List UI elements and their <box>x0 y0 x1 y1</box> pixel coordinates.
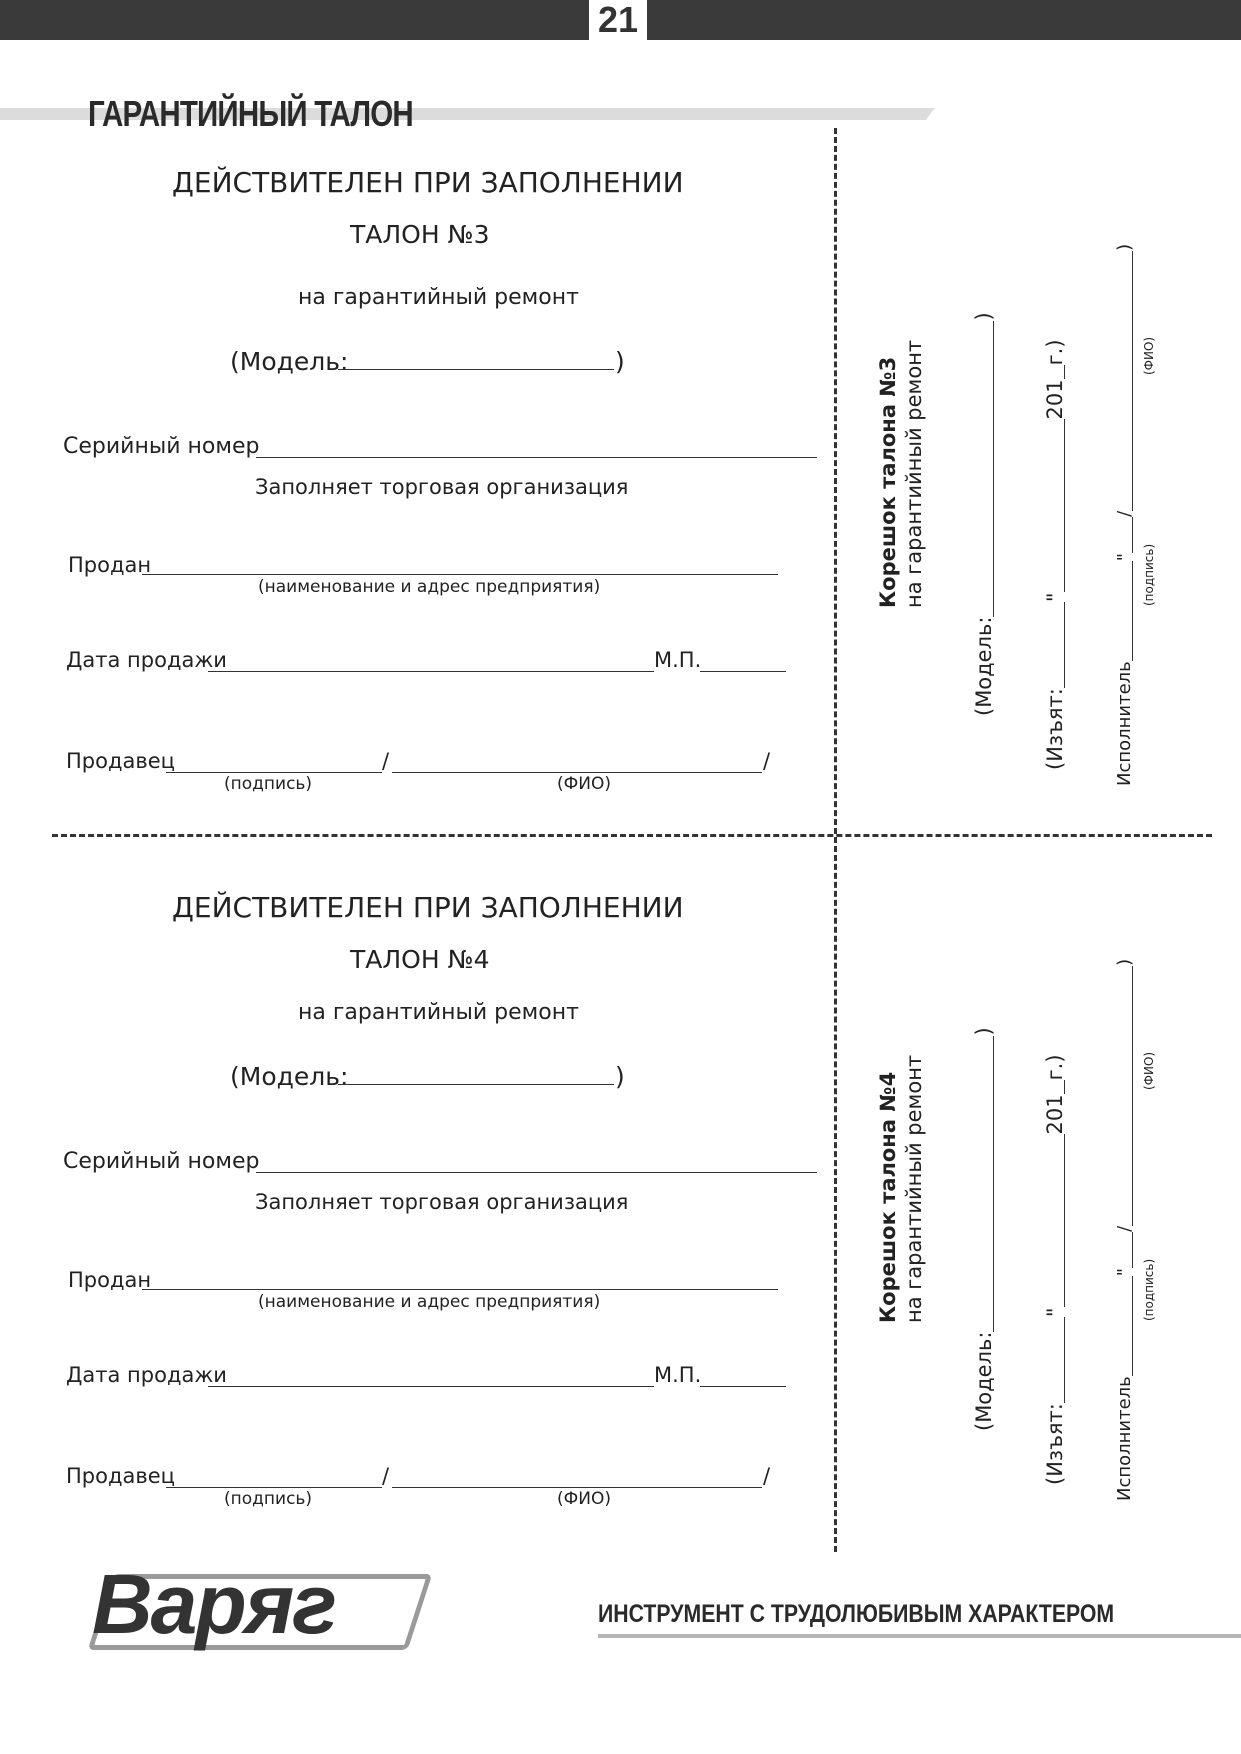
serial-label: Серийный номер <box>63 1149 260 1174</box>
stub-close: ) <box>1114 958 1135 966</box>
stub-slash: / <box>1114 510 1135 517</box>
seller-label: Продавец <box>66 1464 175 1488</box>
seller-slash-end: / <box>763 749 771 773</box>
slogan-underline <box>598 1634 1241 1638</box>
stamp-line <box>700 1386 786 1387</box>
seller-slash: / <box>382 1464 390 1488</box>
date-label: Дата продажи <box>66 648 227 672</box>
stub-year: 201 <box>1043 379 1067 420</box>
stub-year-suffix: г.) <box>1043 1054 1067 1081</box>
stub-slash: / <box>1114 1225 1135 1232</box>
sold-hint: (наименование и адрес предприятия) <box>258 577 601 597</box>
stub-name-hint: (ФИО) <box>1142 1051 1156 1090</box>
brand-logo: Варяг <box>92 1557 335 1651</box>
section-title: ГАРАНТИЙНЫЙ ТАЛОН <box>88 93 413 134</box>
coupon-title: ТАЛОН №3 <box>350 220 490 249</box>
seller-name-line <box>392 772 762 773</box>
sold-hint: (наименование и адрес предприятия) <box>258 1292 601 1312</box>
model-close: ) <box>615 1062 625 1091</box>
sold-label: Продан <box>68 553 152 577</box>
sold-label: Продан <box>68 1268 152 1292</box>
sign-hint: (подпись) <box>224 774 313 794</box>
stub-sign-hint: (подпись) <box>1142 543 1156 606</box>
stamp-label: М.П. <box>654 1363 702 1387</box>
sold-line <box>142 574 778 575</box>
stub-taken-label: (Изъят: <box>1043 1403 1067 1485</box>
stub-name-hint: (ФИО) <box>1142 336 1156 375</box>
stub-quote: " <box>1043 592 1067 603</box>
stub-date-line <box>1132 1276 1133 1376</box>
stub-month-line <box>1064 419 1065 592</box>
stub-model-label: (Модель: <box>972 616 996 716</box>
stub-year-suffix: г.) <box>1043 339 1067 366</box>
stub-quote2: " <box>1114 552 1135 562</box>
model-label: (Модель: <box>230 347 349 376</box>
stub-executor-label: Исполнитель <box>1114 1376 1135 1501</box>
model-label: (Модель: <box>230 1062 349 1091</box>
page-number: 21 <box>583 0 653 40</box>
stub-quote: " <box>1043 1307 1067 1318</box>
seller-sign-line <box>166 772 382 773</box>
coupon-title: ТАЛОН №4 <box>350 945 490 974</box>
stub-sign-line <box>1132 1232 1133 1268</box>
stub-executor-label: Исполнитель <box>1114 661 1135 786</box>
seller-sign-line <box>166 1487 382 1488</box>
stub-subtitle: на гарантийный ремонт <box>902 339 926 608</box>
stub-name-line <box>1132 966 1133 1226</box>
name-hint: (ФИО) <box>557 1489 611 1509</box>
stub-month-line <box>1064 1134 1065 1307</box>
seller-label: Продавец <box>66 749 175 773</box>
stub-model-label: (Модель: <box>972 1331 996 1431</box>
stub-year: 201 <box>1043 1094 1067 1135</box>
valid-text: ДЕЙСТВИТЕЛЕН ПРИ ЗАПОЛНЕНИИ <box>172 891 684 924</box>
stub-day-line <box>1064 602 1065 688</box>
model-close: ) <box>615 347 625 376</box>
date-label: Дата продажи <box>66 1363 227 1387</box>
stub-day-line <box>1064 1317 1065 1403</box>
serial-line <box>256 1172 817 1173</box>
slogan: ИНСТРУМЕНТ С ТРУДОЛЮБИВЫМ ХАРАКТЕРОМ <box>598 1600 1115 1628</box>
stub-model-line <box>993 1036 994 1332</box>
stub-close: ) <box>1114 243 1135 251</box>
stub-year-line <box>1064 1080 1065 1094</box>
stub-subtitle: на гарантийный ремонт <box>902 1054 926 1323</box>
vertical-cut-line <box>834 128 837 1552</box>
stub-sign-hint: (подпись) <box>1142 1258 1156 1321</box>
name-hint: (ФИО) <box>557 774 611 794</box>
date-line <box>208 1386 654 1387</box>
stamp-label: М.П. <box>654 648 702 672</box>
serial-line <box>256 457 817 458</box>
coupon-subtitle: на гарантийный ремонт <box>298 285 579 310</box>
seller-slash: / <box>382 749 390 773</box>
coupon-subtitle: на гарантийный ремонт <box>298 1000 579 1025</box>
stub-model-close: ) <box>972 1027 996 1036</box>
sold-line <box>142 1289 778 1290</box>
stub-model-close: ) <box>972 312 996 321</box>
seller-name-line <box>392 1487 762 1488</box>
stub-quote2: " <box>1114 1267 1135 1277</box>
horizontal-cut-line <box>52 834 1212 837</box>
stub-name-line <box>1132 251 1133 511</box>
sign-hint: (подпись) <box>224 1489 313 1509</box>
valid-text: ДЕЙСТВИТЕЛЕН ПРИ ЗАПОЛНЕНИИ <box>172 166 684 199</box>
stub-date-line <box>1132 561 1133 661</box>
date-line <box>208 671 654 672</box>
stub-model-line <box>993 321 994 617</box>
stub-title: Корешок талона №4 <box>876 1071 900 1323</box>
filled-by-text: Заполняет торговая организация <box>255 1190 629 1214</box>
stub-year-line <box>1064 365 1065 379</box>
stub-taken-label: (Изъят: <box>1043 688 1067 770</box>
seller-slash-end: / <box>763 1464 771 1488</box>
stub-sign-line <box>1132 517 1133 553</box>
stamp-line <box>700 671 786 672</box>
filled-by-text: Заполняет торговая организация <box>255 475 629 499</box>
model-line <box>338 1084 614 1085</box>
model-line <box>338 369 614 370</box>
stub-title: Корешок талона №3 <box>876 356 900 608</box>
serial-label: Серийный номер <box>63 434 260 459</box>
